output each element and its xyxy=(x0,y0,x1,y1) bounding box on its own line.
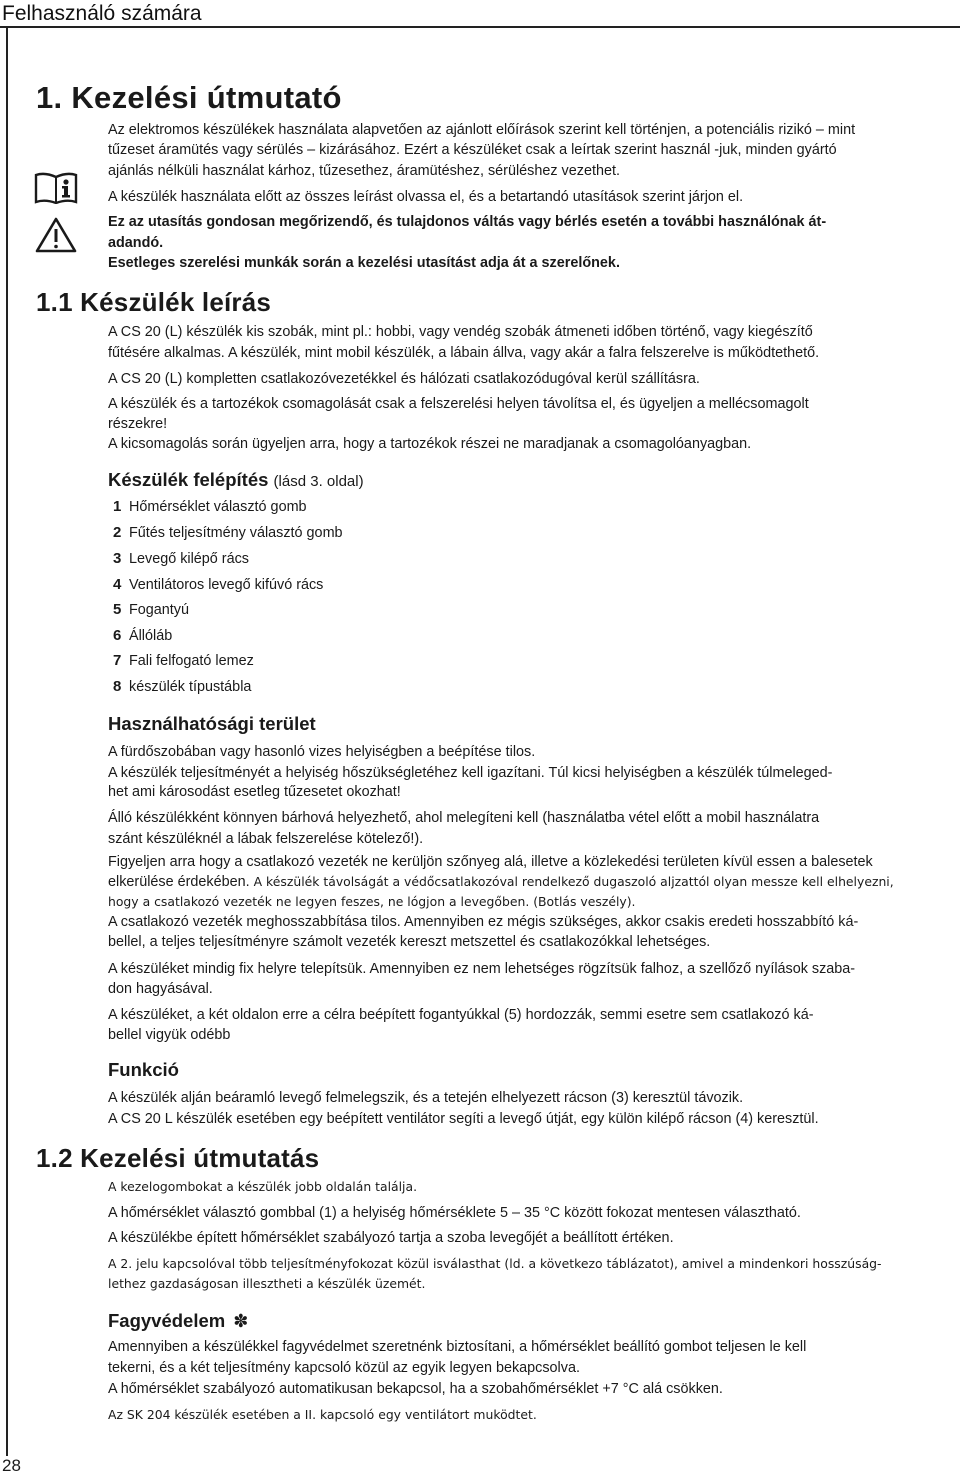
parts-list-item xyxy=(113,575,323,595)
page-number: 28 xyxy=(2,1456,21,1475)
usage-line-6: Figyeljen arra hogy a csatlakozó vezeték ne kerüljön szőnyeg alá, illetve a közlekedési területen kívül essen a balesetek xyxy=(108,854,873,870)
usage-line-7-end: A készülék távolságát a védőcsatlakozóval rendelkező dugaszoló aljzattól olyan messze kell elhelyezni, xyxy=(253,874,894,889)
description-line-4: A készülék és a tartozékok csomagolását csak a felszerelési helyen távolítsa el, és ügyeljen a mellécsomagolt xyxy=(108,396,809,412)
parts-list-item xyxy=(113,523,343,543)
part-number: 2 xyxy=(113,524,122,541)
usage-line-4: Álló készülékként könnyen bárhová helyezhető, ahol melegíteni kell (használatba vétel előtt a mobil használatra xyxy=(108,810,820,826)
parts-list-item xyxy=(113,549,249,569)
frost-line-1: Amennyiben a készülékkel fagyvédelmet szeretnénk biztosítani, a hőmérséklet beállító gombot teljesen le kell xyxy=(108,1339,807,1355)
operation-line-4: A 2. jelu kapcsolóval több teljesítményfokozat közül isválasthat (ld. a következo táblázatot), amivel a mindenkori hosszúság- xyxy=(108,1256,882,1271)
read-all-text: A készülék használata előtt az összes leírást olvassa el, és a betartandó utasítások szerint járjon el. xyxy=(108,189,744,205)
frost-heading xyxy=(108,1309,248,1333)
frost-line-3: A hőmérséklet szabályozó automatikusan bekapcsol, ha a szobahőmérséklet +7 °C alá csökken. xyxy=(108,1381,723,1397)
structure-page-reference: (lásd 3. oldal) xyxy=(273,473,364,490)
parts-list-item xyxy=(113,677,251,697)
part-number: 4 xyxy=(113,576,122,593)
snowflake-icon: ✽ xyxy=(233,1311,249,1331)
usage-line-3: het ami károsodást esetleg tűzesetet okozhat! xyxy=(108,784,401,800)
part-number: 6 xyxy=(113,627,122,644)
usage-line-12: don hagyásával. xyxy=(108,981,213,997)
part-label: Levegő kilépő rács xyxy=(129,551,249,567)
parts-list-item xyxy=(113,626,172,646)
part-number: 7 xyxy=(113,652,122,669)
structure-heading xyxy=(108,468,364,494)
intro-line-3: ajánlás nélküli használat kárhoz, tűzesethez, áramütéshez, sérüléshez vezethet. xyxy=(108,163,620,179)
operation-line-5: lethez gazdaságosan illesztheti a készülék üzemét. xyxy=(108,1276,426,1291)
part-number: 8 xyxy=(113,678,122,695)
part-label: Ventilátoros levegő kifúvó rács xyxy=(129,577,324,593)
intro-line-1: Az elektromos készülékek használata alapvetően az ajánlott előírások szerint kell történjen, a potenciális rizikó – mint xyxy=(108,122,856,138)
operation-line-1: A kezelogombokat a készülék jobb oldalán találja. xyxy=(108,1179,418,1194)
part-number: 5 xyxy=(113,601,122,618)
frost-line-2: tekerni, és a két teljesítmény kapcsoló közül az egyik legyen bekapcsolva. xyxy=(108,1360,580,1376)
header-rule xyxy=(0,26,960,28)
part-label: Hőmérséklet választó gomb xyxy=(129,499,307,515)
part-number: 1 xyxy=(113,498,122,515)
frost-title: Fagyvédelem xyxy=(108,1310,226,1331)
manual-info-icon xyxy=(34,172,78,209)
usage-line-7 xyxy=(108,872,926,893)
parts-list-item xyxy=(113,497,307,517)
section-1-1-title: 1.1 Készülék leírás xyxy=(36,287,272,317)
usage-line-10: bellel, a teljes teljesítményre számolt vezeték kereszt metszettel és csatlakozókkal lehetséges. xyxy=(108,934,711,950)
parts-list-item xyxy=(113,651,254,671)
description-line-3: A CS 20 (L) kompletten csatlakozóvezetékkel és hálózati csatlakozódugóval kerül szállításra. xyxy=(108,371,700,387)
part-label: készülék típustábla xyxy=(129,679,252,695)
section-1-title: 1. Kezelési útmutató xyxy=(36,80,342,115)
usage-line-13: A készüléket, a két oldalon erre a célra beépített fogantyúkkal (5) hordozzák, semmi esetre sem csatlakozó ká- xyxy=(108,1007,814,1023)
usage-line-14: bellel vigyük odébb xyxy=(108,1027,231,1043)
usage-line-1: A fürdőszobában vagy hasonló vizes helyiségben a beépítése tilos. xyxy=(108,744,536,760)
usage-line-9: A csatlakozó vezeték meghosszabbítása tilos. Amennyiben ez mégis szükséges, akkor csakis eredeti hosszabbító ká- xyxy=(108,914,859,930)
part-label: Fali felfogató lemez xyxy=(129,653,254,669)
part-number: 3 xyxy=(113,550,122,567)
parts-list-item xyxy=(113,600,189,620)
usage-line-2: A készülék teljesítményét a helyiség hőszükségletéhez kell igazítani. Túl kicsi helyiségben a készülék túlmeleged- xyxy=(108,765,833,781)
part-label: Fogantyú xyxy=(129,602,190,618)
running-header: Felhasználó számára xyxy=(2,2,202,25)
part-label: Állóláb xyxy=(129,628,173,644)
part-label: Fűtés teljesítmény választó gomb xyxy=(129,525,343,541)
operation-line-2: A hőmérséklet választó gombbal (1) a helyiség hőmérséklete 5 – 35 °C között fokozat mentesen választható. xyxy=(108,1205,801,1221)
function-title: Funkció xyxy=(108,1059,179,1080)
warning-triangle-icon xyxy=(34,216,78,259)
usage-title: Használhatósági terület xyxy=(108,713,316,734)
function-line-2: A CS 20 L készülék esetében egy beépített ventilátor segíti a levegő útját, egy külön kilépő rácson (4) keresztül. xyxy=(108,1111,819,1127)
usage-line-5: szánt készüléknél a lábak felszerelése kötelező!). xyxy=(108,831,424,847)
keep-instructions-line-1: Ez az utasítás gondosan megőrizendő, és tulajdonos váltás vagy bérlés esetén a további használónak át- xyxy=(108,214,827,230)
intro-line-2: tűzeset áramütés vagy sérülés – kizárásához. Ezért a készüléket csak a leírtak szerint használ -juk, minden gyártó xyxy=(108,142,837,158)
usage-line-7-start: elkerülése érdekében. xyxy=(108,874,250,890)
side-rule xyxy=(6,26,8,1456)
description-line-1: A CS 20 (L) készülék kis szobák, mint pl.: hobbi, vagy vendég szobák átmeneti időben történő, vagy kiegészítő xyxy=(108,324,813,340)
usage-line-11: A készüléket mindig fix helyre telepítsük. Amennyiben ez nem lehetséges rögzítsük falhoz, a szellőző nyílások szaba- xyxy=(108,961,856,977)
function-line-1: A készülék alján beáramló levegő felmelegszik, és a tetején elhelyezett rácson (3) keresztül távozik. xyxy=(108,1090,744,1106)
description-line-6: A kicsomagolás során ügyeljen arra, hogy a tartozékok részei ne maradjanak a csomagolóanyagban. xyxy=(108,436,752,452)
section-1-2-title: 1.2 Kezelési útmutatás xyxy=(36,1143,320,1173)
description-line-2: fűtésére alkalmas. A készülék, mint mobil készülék, a lábain állva, vagy akár a falra felszerelve is működtethető. xyxy=(108,345,820,361)
operation-line-3: A készülékbe épített hőmérséklet szabályozó tartja a szoba levegőjét a beállított értéken. xyxy=(108,1230,674,1246)
installer-note: Esetleges szerelési munkák során a kezelési utasítást adja át a szerelőnek. xyxy=(108,255,620,271)
structure-title: Készülék felépítés xyxy=(108,469,269,490)
description-line-5: részekre! xyxy=(108,416,168,432)
keep-instructions-line-2: adandó. xyxy=(108,235,164,251)
frost-line-4: Az SK 204 készülék esetében a II. kapcsoló egy ventilátort muködtet. xyxy=(108,1407,537,1422)
usage-line-8: hogy a csatlakozó vezeték ne legyen feszes, ne lógjon a levegőben. (Botlás veszély). xyxy=(108,894,636,909)
